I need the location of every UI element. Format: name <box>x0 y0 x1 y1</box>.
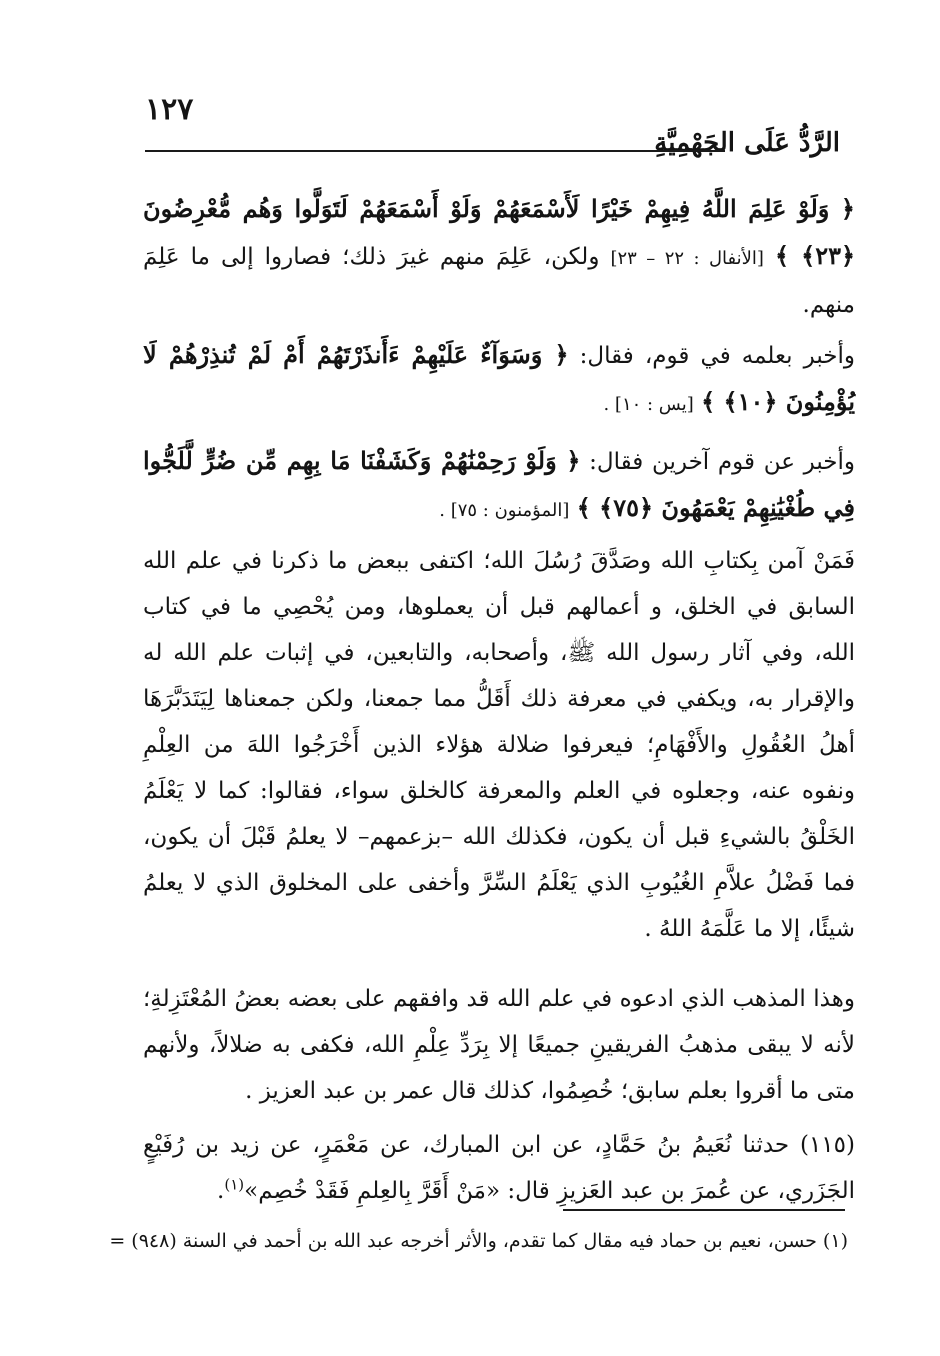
paragraph-anfal-text: ولكن، عَلِمَ منهم غيرَ ذلك؛ فصاروا إلى ما عَلِمَ منهم. <box>143 244 855 318</box>
verse-reference-yasin: [يس : ١٠] . <box>603 394 694 415</box>
narration-end: . <box>217 1178 225 1204</box>
verse-reference-anfal: [الأنفال : ٢٢ – ٢٣] <box>610 248 764 269</box>
quran-verse-anfal: ﴿ وَلَوْ عَلِمَ اللَّهُ فِيهِمْ خَيْرًا لَأَسْمَعَهُمْ وَلَوْ أَسْمَعَهُمْ لَتَوَلَّوا وَهُم مُّعْرِضُونَ ﴿٢٣﴾ ﴾ <box>143 194 856 270</box>
paragraph-anfal <box>143 186 855 328</box>
running-title: الرَّدُّ عَلَى الجَهْمِيَّةِ <box>654 128 840 158</box>
paragraph-muminun <box>143 438 855 534</box>
quran-verse-yasin: ﴿ وَسَوَآءٌ عَلَيْهِمْ ءَأَنذَرْتَهُمْ أَمْ لَمْ تُنذِرْهُمْ لَا يُؤْمِنُونَ ﴿١٠﴾ ﴾ <box>143 340 855 416</box>
page-number: ١٢٧ <box>145 92 194 127</box>
paragraph-narration-115 <box>143 1122 855 1214</box>
paragraph-muminun-intro: وأخبر عن قوم آخرين فقال: <box>580 449 855 475</box>
main-text <box>143 186 855 1214</box>
paragraph-yasin <box>143 332 855 428</box>
quran-verse-muminun: ﴿ وَلَوْ رَحِمْنَٰهُمْ وَكَشَفْنَا مَا بِهِم مِّن ضُرٍّ لَّلَجُّوا فِي طُغْيَٰنِهِمْ يَعْمَهُونَ ﴿٧٥﴾ ﴾ <box>143 446 855 522</box>
paragraph-yasin-intro: وأخبر بعلمه في قوم، فقال: <box>568 343 855 369</box>
paragraph-argument: فَمَنْ آمن بِكتابِ الله وصَدَّقَ رُسُلَ الله؛ اكتفى ببعض ما ذكرنا في علم الله السابق في الخلق، و أعمالهم قبل أن يعملوها، ومن يُحْصِي ما في كتاب الله، وفي آثار رسول الله ﷺ، وأصحابه، والتابعين، في إثبات علم الله له والإقرار به، ويكفي في معرفة ذلك أَقَلُّ مما جمعنا، ولكن جمعناها لِيَتَدَبَّرَهَا أهلُ العُقُولِ والأَفْهَامِ؛ فيعرفوا ضلالة هؤلاء الذين أَخْرَجُوا اللهَ من العِلْمِ ونفوه عنه، وجعلوه في العلم والمعرفة كالخلق سواء، فقالوا: كما لا يَعْلَمُ الخَلْقُ بالشيءِ قبل أن يكون، فكذلك الله –بزعمهم– لا يعلمُ قَبْلَ أن يكون، فما فَضْلُ علاَّمِ الغُيُوبِ الذي يَعْلَمُ السِّرَّ وأخفى على المخلوق الذي لا يعلمُ شيئًا، إلا ما عَلَّمَهُ اللهُ . <box>143 548 855 942</box>
paragraph-mutazila: وهذا المذهب الذي ادعوه في علم الله قد وافقهم على بعضه بعضُ المُعْتَزِلةِ؛ لأنه لا يبقى مذهبُ الفريقينِ جميعًا إلا بِرَدِّ عِلْمِ الله، فكفى به ضلالاً، ولأنهم متى ما أقروا بعلم سابق؛ خُصِمُوا، كذلك قال عمر بن عبد العزيز . <box>143 986 855 1104</box>
footnote-reference[interactable]: (١) <box>224 1175 245 1194</box>
footnote: (١) حسن، نعيم بن حماد فيه مقال كما تقدم، والأثر أخرجه عبد الله بن أحمد في السنة (٩٤٨) = <box>109 1230 848 1252</box>
narration-text: (١١٥) حدثنا نُعَيمُ بنُ حَمَّادٍ، عن ابن المبارك، عن مَعْمَرٍ، عن زيد بن رُفَيْعٍ الجَزَري، عن عُمرَ بن عبد العَزيزِ قال: «مَنْ أَقَرَّ بِالعِلمِ فَقَدْ خُصِم» <box>143 1132 855 1204</box>
footnote-rule <box>563 1209 845 1211</box>
verse-reference-muminun: [المؤمنون : ٧٥] . <box>439 500 570 521</box>
header-rule <box>145 150 725 152</box>
